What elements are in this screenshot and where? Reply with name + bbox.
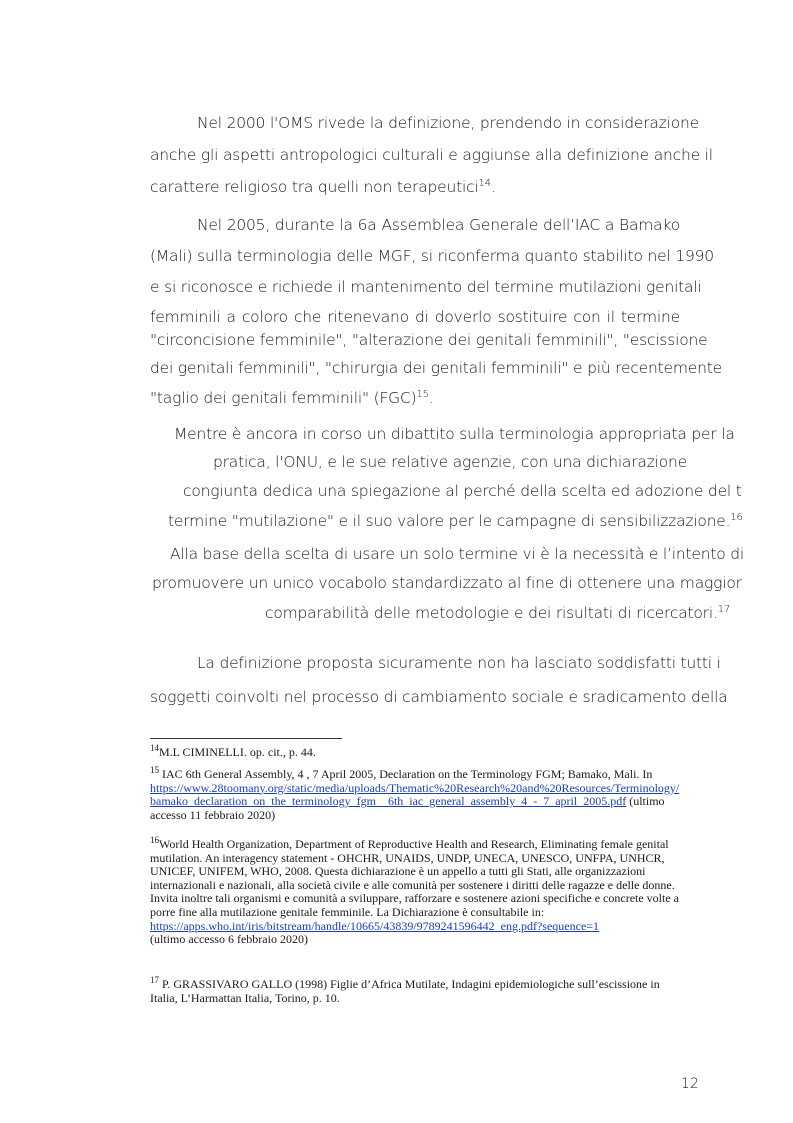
text-line: Alla base della scelta di usare un solo termine vi è la necessità e l’intento di	[170, 545, 744, 563]
footnote-separator	[150, 738, 342, 739]
footnote-ref: 15	[416, 388, 429, 400]
footnote-text: IAC 6th General Assembly, 4 , 7 April 2005, Declaration on the Terminology FGM; Bamako, Mali. In	[159, 767, 653, 781]
footnote-link[interactable]: https://www.28toomany.org/static/media/uploads/Thematic%20Research%20and%20Resources/Terminology/bamako_declaration_on_the_terminology_fgm__6th_iac_general_assembly_4_-_7_april_2005.pdf	[150, 780, 680, 809]
text-line: promuovere un unico vocabolo standardizzato al fine di ottenere una maggior	[152, 574, 742, 592]
text-line: (Mali) sulla terminologia delle MGF, si riconferma quanto stabilito nel 1990	[150, 247, 714, 265]
footnote-text: P. GRASSIVARO GALLO (1998) Figlie d’Africa Mutilate, Indagini epidemiologiche sull’escissione in Italia, L’Harmattan Italia, Torino, p. 10.	[150, 977, 660, 1005]
text-span: carattere religioso tra quelli non terapeutici	[150, 178, 479, 196]
text-line: e si riconosce e richiede il mantenimento del termine mutilazioni genitali	[150, 278, 702, 296]
text-span: comparabilità delle metodologie e dei risultati di ricercatori.	[265, 604, 718, 622]
page-number: 12	[681, 1076, 699, 1092]
text-line: anche gli aspetti antropologici culturali e aggiunse alla definizione anche il	[150, 146, 713, 164]
text-line: dei genitali femminili", "chirurgia dei genitali femminili" e più recentemente	[150, 359, 722, 377]
footnote-number: 14	[150, 743, 159, 753]
text-line: Mentre è ancora in corso un dibattito sulla terminologia appropriata per la	[174, 425, 735, 443]
text-line: La definizione proposta sicuramente non ha lasciato soddisfatti tutti i	[197, 654, 721, 672]
footnote-number: 17	[150, 975, 159, 985]
text-line: Nel 2000 l'OMS rivede la definizione, prendendo in considerazione	[197, 114, 699, 132]
text-line: carattere religioso tra quelli non terapeutici$^{14}$.	[150, 177, 496, 196]
text-line: soggetti coinvolti nel processo di cambiamento sociale e sradicamento della	[150, 688, 728, 706]
footnote-16	[150, 835, 680, 947]
footnote-access-date: (ultimo accesso 11 febbraio 2020)	[150, 794, 665, 822]
footnote-number: 15	[150, 765, 159, 775]
text-line: "taglio dei genitali femminili" (FGC)$^{15}$.	[150, 388, 434, 407]
footnote-17	[150, 975, 680, 1005]
text-line: pratica, l'ONU, e le sue relative agenzie, con una dichiarazione	[213, 453, 687, 471]
footnote-number: 16	[150, 835, 159, 845]
footnote-text: World Health Organization, Department of Reproductive Health and Research, Eliminating female genital mutilation. An interagency statement - OHCHR, UNAIDS, UNDP, UNECA, UNESCO, UNFPA, UNHCR, UNICEF, UNIFEM, WHO, 2008. Questa dichiarazione è un appello a tutti gli Stati, alle organizzazioni internazionali e nazionali, alla società civile e alle comunità per sostenere i diritti delle ragazze e delle donne. Invita inoltre tali organismi e comunità a sviluppare, rafforzare e sostenere azioni specifiche e concrete volte a porre fine alla mutilazione genitale femminile. La Dichiarazione è consultabile in:	[150, 837, 679, 919]
footnote-text: M.L CIMINELLI. op. cit., p. 44.	[159, 745, 316, 759]
text-line: "circoncisione femminile", "alterazione dei genitali femminili", "escissione	[150, 331, 708, 349]
footnote-ref: 17	[717, 603, 731, 615]
footnote-link[interactable]: https://apps.who.int/iris/bitstream/handle/10665/43839/9789241596442_eng.pdf?sequence=1	[150, 918, 600, 933]
footnote-access-date: (ultimo accesso 6 febbraio 2020)	[150, 932, 308, 947]
text-line: congiunta dedica una spiegazione al perché della scelta ed adozione del t	[183, 482, 742, 500]
footnote-ref: 14	[478, 177, 491, 189]
footnote-15	[150, 765, 680, 822]
text-span: termine "mutilazione" e il suo valore per le campagne di sensibilizzazione.	[168, 512, 731, 530]
footnote-14	[150, 743, 680, 760]
text-line: Nel 2005, durante la 6a Assemblea Generale dell’IAC a Bamako	[197, 216, 680, 234]
text-line	[265, 604, 730, 622]
text-line	[168, 512, 743, 530]
text-line: femminili a coloro che ritenevano di doverlo sostituire con il termine	[150, 308, 680, 326]
footnote-ref: 16	[730, 511, 743, 523]
text-span: "taglio dei genitali femminili" (FGC)	[150, 389, 417, 407]
